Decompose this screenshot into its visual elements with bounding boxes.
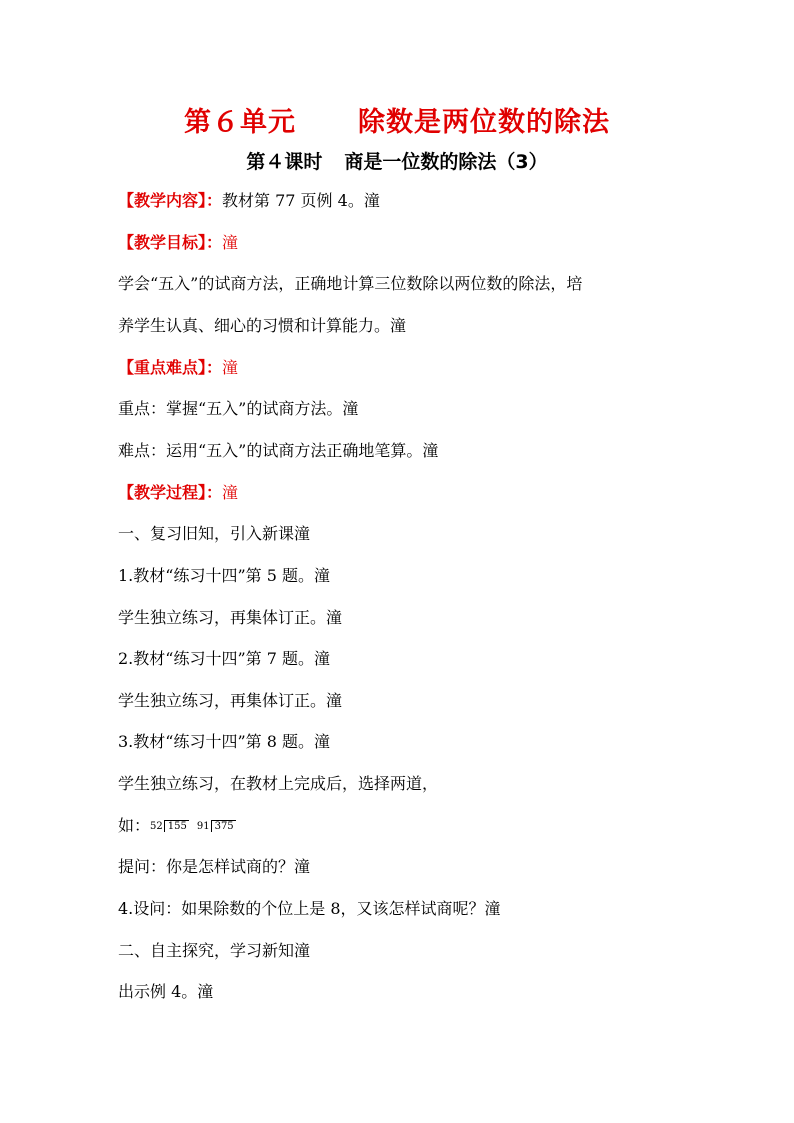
item-4: 4.设问：如果除数的个位上是 8，又该怎样试商呢？潼 <box>118 899 501 918</box>
topic-title: 除数是两位数的除法 <box>358 107 610 138</box>
lesson-number: 第４课时 <box>246 151 323 173</box>
content-line <box>118 190 380 212</box>
key-point: 重点：掌握“五入”的试商方法。潼 <box>118 399 359 418</box>
process-label: 【教学过程】： <box>118 483 223 502</box>
content-label: 【教学内容】： <box>118 191 223 210</box>
item-2: 2.教材“练习十四”第 7 题。潼 <box>118 649 330 668</box>
unit-title: 第６单元 <box>184 107 296 138</box>
goals-line-2-mark: 潼 <box>390 316 407 335</box>
goals-mark: 潼 <box>222 233 239 252</box>
goals-heading <box>118 232 238 254</box>
keypoints-label: 【重点难点】： <box>118 358 223 377</box>
keypoints-mark: 潼 <box>222 358 239 377</box>
example-line <box>118 815 236 838</box>
goals-label: 【教学目标】： <box>118 233 223 252</box>
item-2-note: 学生独立练习，再集体订正。潼 <box>118 691 343 710</box>
content-mark: 潼 <box>363 191 380 210</box>
item-3-note: 学生独立练习，在教材上完成后，选择两道， <box>118 774 439 793</box>
lesson-subtitle <box>0 147 794 174</box>
goals-line-2: 养学生认真、细心的习惯和计算能力。潼 <box>118 316 407 335</box>
lesson-topic: 商是一位数的除法（3） <box>344 151 548 173</box>
item-1: 1.教材“练习十四”第 5 题。潼 <box>118 566 330 585</box>
section-2-heading: 二、自主探究，学习新知潼 <box>118 941 311 960</box>
long-division-2: 91 375 <box>196 821 234 832</box>
show-example: 出示例 4。潼 <box>118 982 214 1001</box>
page-title <box>0 100 794 139</box>
item-3: 3.教材“练习十四”第 8 题。潼 <box>118 732 330 751</box>
process-heading <box>118 482 238 504</box>
section-1-heading: 一、复习旧知，引入新课潼 <box>118 524 311 543</box>
long-division-1: 52 155 <box>150 821 187 832</box>
goals-line-1: 学会“五入”的试商方法，正确地计算三位数除以两位数的除法，培 <box>118 274 583 293</box>
difficult-point: 难点：运用“五入”的试商方法正确地笔算。潼 <box>118 441 439 460</box>
content-text: 教材第 77 页例 4。 <box>222 191 364 210</box>
process-mark: 潼 <box>222 483 239 502</box>
example-prefix: 如： <box>118 816 151 835</box>
question-line: 提问：你是怎样试商的？潼 <box>118 857 311 876</box>
keypoints-heading <box>118 357 238 379</box>
item-1-note: 学生独立练习，再集体订正。潼 <box>118 608 343 627</box>
